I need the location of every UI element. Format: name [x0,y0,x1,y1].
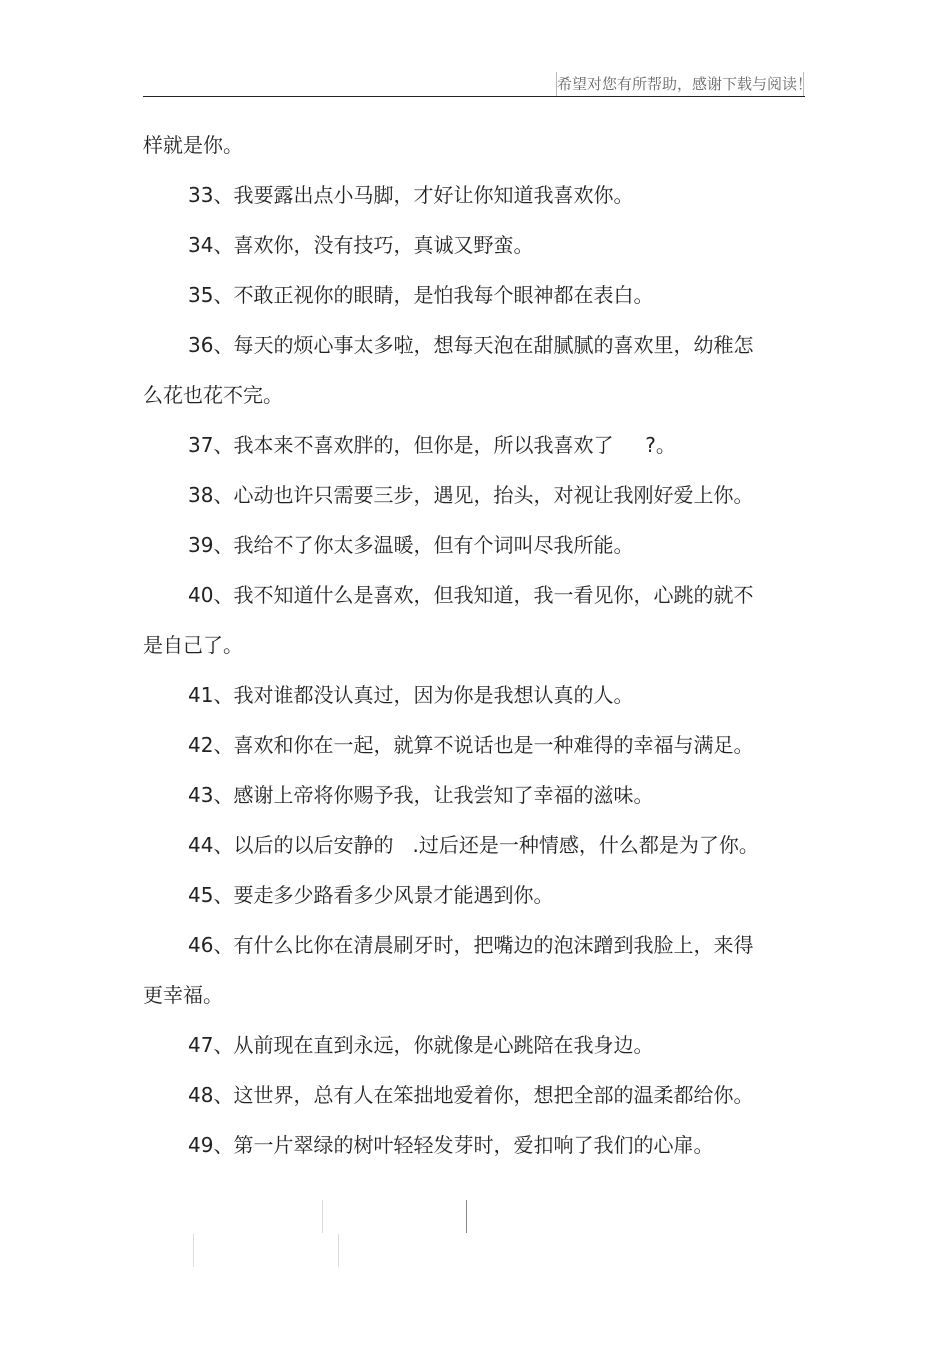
paragraph: 44、以后的以后安静的 .过后还是一种情感，什么都是为了你。 [188,833,759,857]
footer-divider [466,1200,467,1233]
paragraph: 样就是你。 [143,133,243,157]
paragraph: 么花也花不完。 [143,383,283,407]
paragraph: 是自己了。 [143,633,243,657]
paragraph: 36、每天的烦心事太多啦，想每天泡在甜腻腻的喜欢里，幼稚怎 [188,333,754,357]
paragraph: 43、感谢上帝将你赐予我，让我尝知了幸福的滋味。 [188,783,654,807]
paragraph: 45、要走多少路看多少风景才能遇到你。 [188,883,554,907]
paragraph: 40、我不知道什么是喜欢，但我知道，我一看见你，心跳的就不 [188,583,754,607]
paragraph: 38、心动也许只需要三步，遇见，抬头，对视让我刚好爱上你。 [188,483,754,507]
footer-divider [338,1234,339,1267]
paragraph: 34、喜欢你，没有技巧，真诚又野蛮。 [188,233,534,257]
footer-divider [322,1200,323,1233]
header-rule [143,96,805,97]
paragraph: 41、我对谁都没认真过，因为你是我想认真的人。 [188,683,634,707]
paragraph: 37、我本来不喜欢胖的，但你是，所以我喜欢了 ?。 [188,433,676,457]
paragraph: 48、这世界，总有人在笨拙地爱着你，想把全部的温柔都给你。 [188,1083,754,1107]
paragraph: 39、我给不了你太多温暖，但有个词叫尽我所能。 [188,533,634,557]
paragraph: 47、从前现在直到永远，你就像是心跳陪在我身边。 [188,1033,654,1057]
header-banner: 希望对您有所帮助，感谢下载与阅读！ [556,72,804,96]
paragraph: 42、喜欢和你在一起，就算不说话也是一种难得的幸福与满足。 [188,733,754,757]
paragraph: 46、有什么比你在清晨刷牙时，把嘴边的泡沫蹭到我脸上，来得 [188,933,754,957]
footer-divider [193,1234,194,1267]
paragraph: 33、我要露出点小马脚，才好让你知道我喜欢你。 [188,183,634,207]
paragraph: 35、不敢正视你的眼睛，是怕我每个眼神都在表白。 [188,283,654,307]
document-body [143,120,783,1170]
paragraph: 更幸福。 [143,983,223,1007]
paragraph: 49、第一片翠绿的树叶轻轻发芽时，爱扣响了我们的心扉。 [188,1133,714,1157]
